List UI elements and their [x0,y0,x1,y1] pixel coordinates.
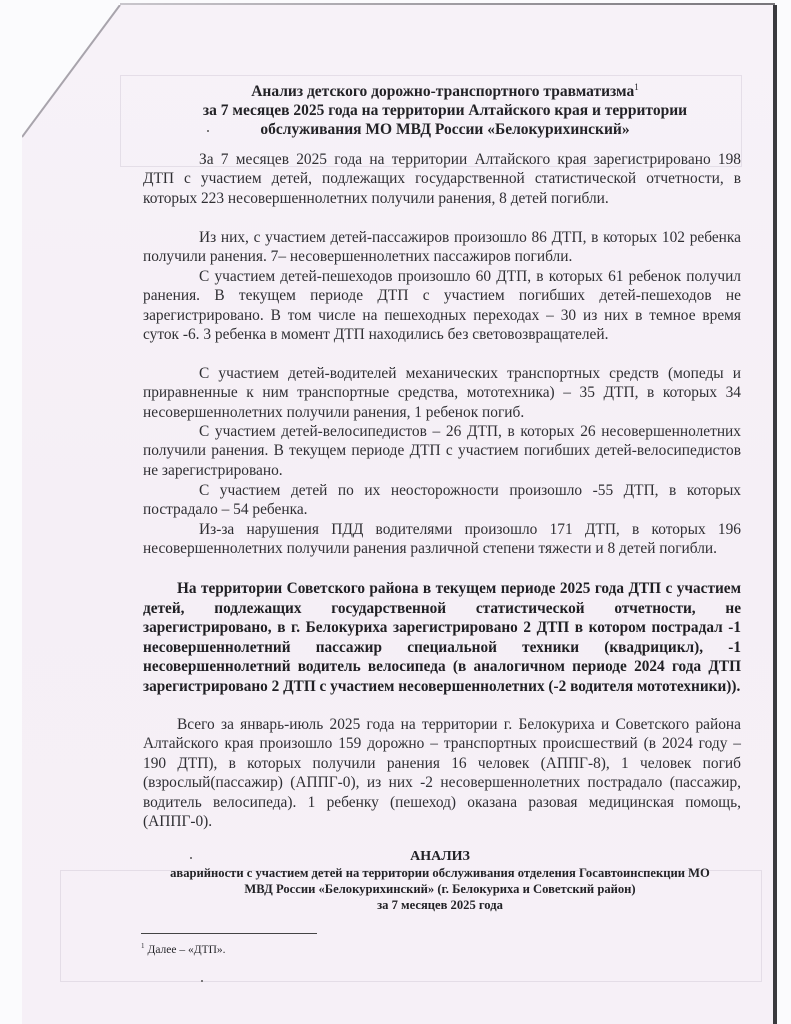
paragraph-driver-violations: Из-за нарушения ПДД водителями произошло 171 ДТП, в которых 196 несовершеннолетних получили ранения различной степени тяжести и 8 детей погибли. [143,521,741,558]
title-line-1: Анализ детского дорожно-транспортного травматизма$^1$ [251,82,639,101]
section-heading-title: АНАЛИЗ [410,849,470,864]
paragraph-negligence: С участием детей по их неосторожности произошло -55 ДТП, в которых пострадало – 54 ребенка. [143,482,741,519]
section-heading [130,849,750,913]
paragraph-region-summary: За 7 месяцев 2025 года на территории Алтайского края зарегистрировано 198 ДТП с участием детей, подлежащих государственной статистической отчетности, в которых 223 несовершеннолетних получили ранения, 8 детей погибли. [143,151,741,207]
paragraph-sovetsky-district: На территории Советского района в текущем периоде 2025 года ДТП с участием детей, подлежащих государственной статистической отчетности, не зарегистрировано, в г. Белокуриха зарегистрировано 2 ДТП в котором пострадал -1 несовершеннолетний пассажир специальной техники (квадрицикл), -1 несовершеннолетний водитель велосипеда (в аналогичном периоде 2024 года ДТП зарегистрировано 2 ДТП с участием несовершеннолетних (-2 водителя мототехники)). [143,580,741,695]
document-title [150,78,740,139]
scan-speck [190,857,192,859]
section-heading-line-1: аварийности с участием детей на территории обслуживания отделения Госавтоинспекции МО [170,866,710,880]
paragraph-passengers: Из них, с участием детей-пассажиров произошло 86 ДТП, в которых 102 ребенка получили ранения. 7– несовершеннолетних пассажиров погибли. [143,229,741,266]
paragraph-cyclists: С участием детей-велосипедистов – 26 ДТП, в которых 26 несовершеннолетних получили ранения. В текущем периоде ДТП с участием погибших детей-велосипедистов не зарегистрировано. [143,423,741,479]
footnote-text: Далее – «ДТП». [147,943,226,956]
paragraph-drivers: С участием детей-водителей механических транспортных средств (мопеды и приравненные к ним транспортные средства, мототехника) – 35 ДТП, в которых 34 несовершеннолетних получили ранения, 1 ребенок погиб. [143,365,741,421]
title-line-3: обслуживания МО МВД России «Белокурихинский» [260,121,630,139]
scan-speck [201,980,203,982]
footnote-separator [141,933,317,934]
footnote [141,942,226,956]
footnote-reference[interactable]: 1 [634,82,639,92]
section-heading-line-2: МВД России «Белокурихинский» (г. Белокуриха и Советский район) [244,882,636,896]
paragraph-total-summary: Всего за январь-июль 2025 года на территории г. Белокуриха и Советского района Алтайского края произошло 159 дорожно – транспортных происшествий (в 2024 году – 190 ДТП), в которых получили ранения 16 человек (АППГ-8), 1 человек погиб (взрослый(пассажир) (АППГ-0), из них -2 несовершеннолетних пострадало (пассажир, водитель велосипеда). 1 ребенку (пешеход) оказана разовая медицинская помощь, (АППГ-0). [143,716,741,831]
footnote-mark: 1 [141,942,145,950]
title-line-2: за 7 месяцев 2025 года на территории Алтайского края и территории [202,102,688,120]
section-heading-line-3: за 7 месяцев 2025 года [377,898,503,912]
scan-speck [207,130,209,132]
paragraph-pedestrians: С участием детей-пешеходов произошло 60 ДТП, в которых 61 ребенок получил ранения. В текущем периоде ДТП с участием погибших детей-пешеходов не зарегистрировано. В том числе на пешеходных переходах – 30 из них в темное время суток -6. 3 ребенка в момент ДТП находились без световозвращателей. [143,268,741,344]
